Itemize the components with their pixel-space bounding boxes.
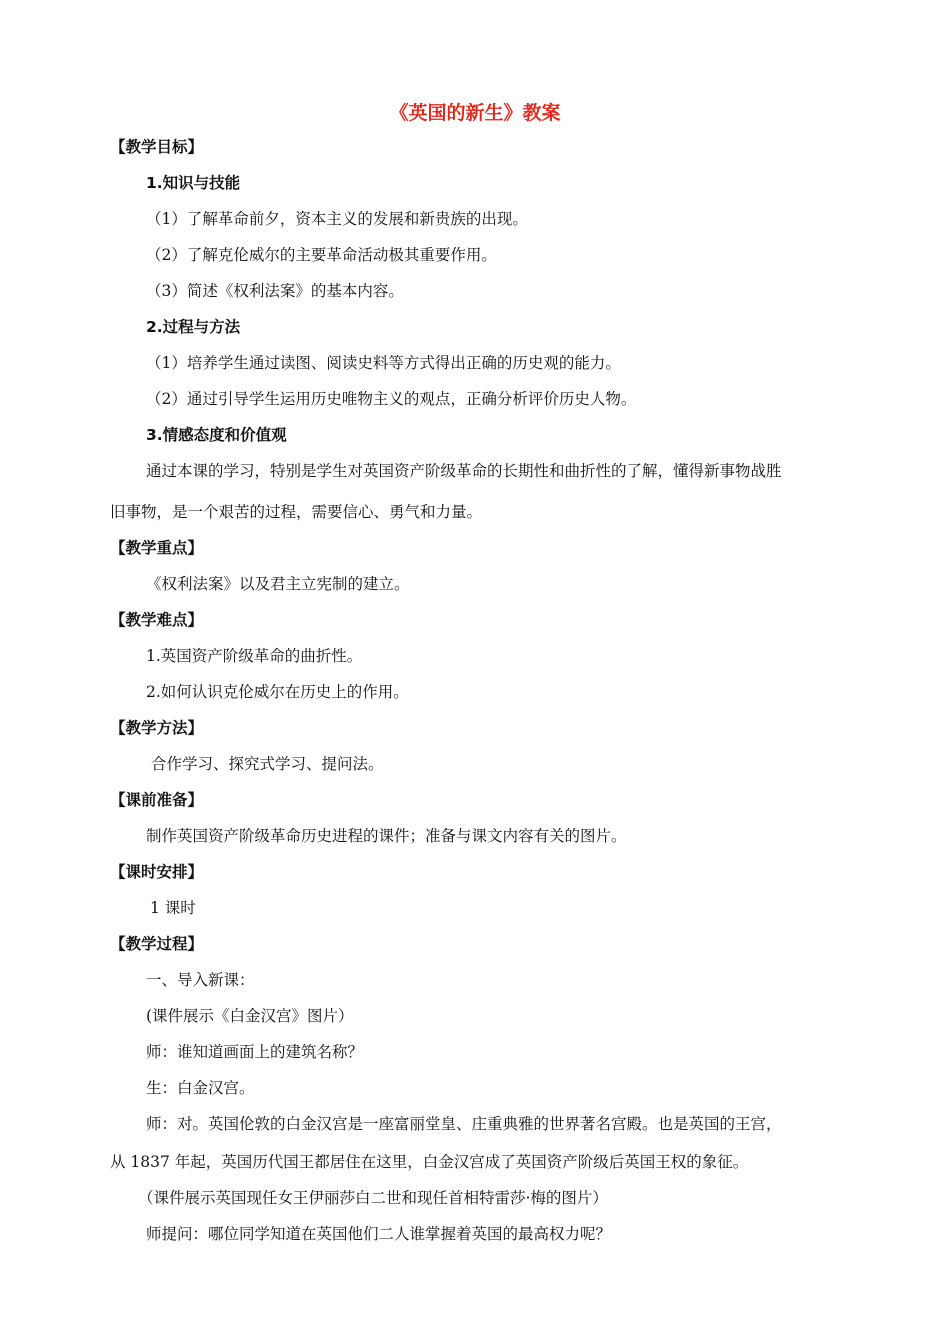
schedule-heading: 【课时安排】 [110, 863, 204, 881]
process-line: 生：白金汉宫。 [146, 1079, 255, 1097]
process-method-item: （2）通过引导学生运用历史唯物主义的观点，正确分析评价历史人物。 [146, 390, 637, 408]
knowledge-subheading: 1.知识与技能 [146, 174, 241, 192]
process-line: 一、导入新课： [146, 971, 255, 989]
difficulty-item: 2.如何认识克伦威尔在历史上的作用。 [146, 683, 409, 701]
process-line: 师：对。英国伦敦的白金汉宫是一座富丽堂皇、庄重典雅的世界著名宫殿。也是英国的王宫， [146, 1115, 782, 1133]
teaching-process-heading: 【教学过程】 [110, 935, 204, 953]
process-line: 师：谁知道画面上的建筑名称？ [146, 1043, 364, 1061]
emotion-subheading: 3.情感态度和价值观 [146, 426, 287, 444]
difficulty-item: 1.英国资产阶级革命的曲折性。 [146, 647, 363, 665]
methods-heading: 【教学方法】 [110, 719, 204, 737]
document-title: 《英国的新生》教案 [389, 102, 561, 124]
emotion-paragraph-line: 旧事物，是一个艰苦的过程，需要信心、勇气和力量。 [110, 503, 483, 521]
schedule-text: 1 课时 [150, 899, 196, 917]
emotion-paragraph-line: 通过本课的学习，特别是学生对英国资产阶级革命的长期性和曲折性的了解，懂得新事物战胜 [146, 462, 782, 480]
methods-text: 合作学习、探究式学习、提问法。 [151, 755, 384, 773]
knowledge-item: （2）了解克伦威尔的主要革命活动极其重要作用。 [146, 246, 497, 264]
key-points-text: 《权利法案》以及君主立宪制的建立。 [146, 575, 410, 593]
key-points-heading: 【教学重点】 [110, 539, 204, 557]
knowledge-item: （1）了解革命前夕，资本主义的发展和新贵族的出现。 [146, 210, 528, 228]
process-line: 师提问：哪位同学知道在英国他们二人谁掌握着英国的最高权力呢？ [146, 1225, 612, 1243]
process-method-item: （1）培养学生通过读图、阅读史料等方式得出正确的历史观的能力。 [146, 354, 621, 372]
objectives-heading: 【教学目标】 [110, 138, 204, 156]
process-method-subheading: 2.过程与方法 [146, 318, 241, 336]
process-line: （课件展示英国现任女王伊丽莎白二世和现任首相特雷莎·梅的图片） [138, 1189, 608, 1207]
preparation-text: 制作英国资产阶级革命历史进程的课件；准备与课文内容有关的图片。 [146, 827, 627, 845]
preparation-heading: 【课前准备】 [110, 791, 204, 809]
process-line: (课件展示《白金汉宫》图片） [146, 1007, 354, 1025]
knowledge-item: （3）简述《权利法案》的基本内容。 [146, 282, 404, 300]
difficulties-heading: 【教学难点】 [110, 611, 204, 629]
process-line: 从 1837 年起，英国历代国王都居住在这里，白金汉宫成了英国资产阶级后英国王权的象征。 [110, 1153, 749, 1171]
